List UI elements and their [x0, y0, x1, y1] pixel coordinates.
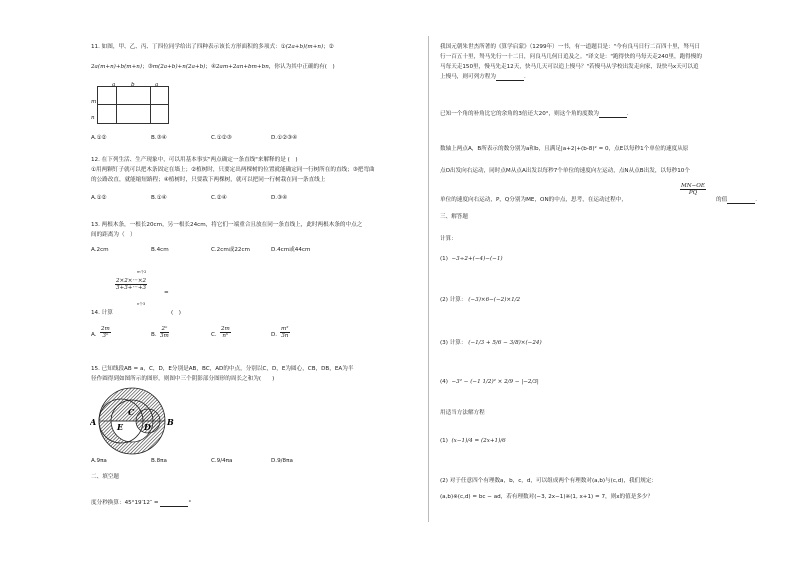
- q17-line3: 马每天走150里，慢马先走12天，快马几天可以追上慢马？"若慢马从学校出发走向家，设快马x天可以追: [440, 64, 699, 70]
- q13-line2: 间的距离为（ ）: [91, 232, 136, 238]
- calc-2-label: (2) 计算：: [440, 297, 467, 303]
- equation-1-expr: (x−1)/4 = (2x+1)/6: [451, 438, 506, 444]
- q11-sep2: ；③: [142, 64, 153, 70]
- q14-numerator: 2×2×···×2: [116, 278, 147, 284]
- q15-line1: 15. 已知线段AB = a，C，D，E分别是AB，BC，AD的中点，分别以C，D，E为圆心，CB，DB，EA为半: [91, 366, 354, 372]
- calc-1-label: (1): [440, 256, 448, 262]
- section-answers: 三、解答题: [440, 214, 468, 220]
- q12-line3: 的公路改直，就能缩短路程；④植树时，只要栽下两棵树，就可以把同一行树栽在同一条直线上: [91, 177, 326, 183]
- q14-label: 14. 计算: [91, 310, 113, 316]
- q14-option-b-letter[interactable]: B.: [151, 332, 157, 338]
- q14-option-b[interactable]: [160, 326, 169, 339]
- q12-line2: ①用两颗钉子就可以把木条固定在墙上；②植树时，只要定出两棵树的位置就能确定同一行树所在的直线；③把弯曲: [91, 167, 375, 173]
- calc-3: [440, 340, 542, 347]
- question-18: [440, 111, 629, 118]
- q16-answer-blank[interactable]: [160, 500, 188, 507]
- q12-line1: 12. 在下列生活、生产现象中，可以用基本事实"两点确定一条直线"来解释的是 ( ): [91, 157, 298, 163]
- q14-option-a-letter[interactable]: A.: [91, 332, 97, 338]
- grid-label-a1: a: [112, 82, 116, 88]
- calc-4-expr: −3² − (−1 1/2)² × 2/9 − |−2/3|: [451, 379, 539, 385]
- q11-tail: ，你认为其中正确的有( ): [268, 64, 335, 70]
- q11-sep1: ；②: [323, 44, 334, 50]
- calc-4: [440, 379, 539, 386]
- q19-tail: 的值: [716, 197, 728, 203]
- label-a: A: [90, 417, 97, 427]
- q14-option-c[interactable]: [220, 326, 231, 339]
- q13-line1: 13. 两根木条，一根长20cm，另一根长24cm，将它们一端重合且放在同一条直线上，此时两根木条的中点之: [91, 222, 363, 228]
- q19-line1: 数轴上两点A，B所表示的数分别为a和b，且满足|a+2|+(b-8)² = 0，点E以每秒1个单位的速度从原: [440, 146, 689, 152]
- q12-option-a[interactable]: A.①②: [91, 195, 107, 201]
- q19-frac-den: PQ: [688, 190, 698, 196]
- q14-option-d-den: 3n: [281, 333, 289, 339]
- label-b: B: [167, 417, 174, 427]
- q19-fraction: [680, 183, 706, 196]
- q14-denominator: 3+3+···+3: [116, 285, 147, 291]
- q17-line2: 行一百五十里，驽马先行一十二日，问良马几何日追及之。"译文是："跑得快的马每天走240里，跑得慢的: [440, 54, 702, 60]
- q12-option-d[interactable]: D.③④: [271, 195, 288, 201]
- calc-2-expr: (−3)×6−(−2)×1/2: [468, 297, 521, 303]
- q19-frac-num: MN−OE: [681, 183, 705, 189]
- q14-bottom-brace: n个3: [137, 302, 146, 306]
- q15-line2: 径作圆得到如图所示的图形，则图中三个阴影部分图形的周长之和为( ): [91, 376, 275, 382]
- q16-tail: °: [188, 500, 192, 506]
- equation-label: 用适当方法解方程: [440, 410, 485, 416]
- q11-option-c[interactable]: C.①②③: [211, 135, 232, 141]
- q17-line4: 上慢马，则可列方程为: [440, 74, 496, 80]
- q13-option-b[interactable]: B.4cm: [151, 247, 169, 253]
- q15-option-c[interactable]: C.9/4πa: [211, 458, 233, 464]
- q16-text: 度分秒换算：45°19′12″ =: [91, 500, 161, 506]
- rectangle-figure: [97, 86, 169, 124]
- q14-fraction: [115, 278, 147, 291]
- grid-label-b: b: [131, 82, 135, 88]
- q11-expr3: m(2a+b)+n(2a+b): [152, 64, 206, 70]
- q14-option-c-den: nʰ: [222, 333, 229, 339]
- calc-4-label: (4): [440, 379, 448, 385]
- equation-1: [440, 438, 506, 445]
- q11-option-b[interactable]: B.③④: [151, 135, 167, 141]
- q17-tail: .: [523, 74, 526, 80]
- q11-expr1: (2a+b)(m+n): [285, 44, 324, 50]
- column-divider: [428, 36, 429, 522]
- q19-line3: 单位的速度向右运动，P，Q分别为ME，ON的中点，思考，在运动过程中，: [440, 197, 627, 203]
- q14-option-d[interactable]: [280, 326, 290, 339]
- grid-label-a2: a: [155, 82, 159, 88]
- grid-label-m: m: [91, 99, 97, 105]
- q19-answer-blank[interactable]: [727, 197, 755, 204]
- calc-3-label: (3) 计算：: [440, 340, 467, 346]
- grid-label-n: n: [91, 115, 95, 121]
- q18-tail: .: [626, 111, 629, 117]
- q14-equals: =: [164, 290, 169, 296]
- q15-option-d[interactable]: D.9/8πa: [271, 458, 293, 464]
- equation-1-label: (1): [440, 438, 448, 444]
- q14-option-b-num: 2ⁿ: [161, 326, 168, 332]
- calc-label: 计算：: [440, 236, 457, 242]
- q12-option-c[interactable]: C.②④: [211, 195, 227, 201]
- q15-option-a[interactable]: A.9πa: [91, 458, 107, 464]
- circles-figure: [90, 385, 186, 457]
- calc-1-expr: −3÷2+(−4)−(−1): [451, 256, 503, 262]
- q14-option-b-den: 3m: [160, 333, 169, 339]
- q12-option-b[interactable]: B.①④: [151, 195, 167, 201]
- section-fill-blank: 二、填空题: [91, 474, 119, 480]
- q14-option-d-letter[interactable]: D.: [271, 332, 278, 338]
- q14-option-a-den: 3ⁿ: [102, 333, 109, 339]
- q11-option-d[interactable]: D.①②③④: [271, 135, 298, 141]
- question-16: [91, 500, 191, 507]
- q11-option-a[interactable]: A.①②: [91, 135, 107, 141]
- q19-end: .: [755, 197, 757, 203]
- q17-answer-blank[interactable]: [496, 74, 524, 81]
- q13-option-a[interactable]: A.2cm: [91, 247, 109, 253]
- q14-top-brace: m个2: [137, 270, 147, 274]
- calc-2: [440, 297, 520, 304]
- q19-line2: 点O出发向右运动，同时点M从点A出发以每秒7个单位的速度向左运动，点N从点B出发，以每秒10个: [440, 168, 690, 174]
- q14-option-c-num: 2m: [221, 326, 230, 332]
- q17-line1: 我国元朝朱世杰所著的《算学启蒙》（1299年）一书，有一道题目是："今有良马日行二百四十里，驽马日: [440, 44, 701, 50]
- q14-option-a-num: 2m: [101, 326, 110, 332]
- q11-expr2: 2a(m+n)+b(m+n): [91, 64, 143, 70]
- equation-2-line2: (a,b)※(c,d) = bc − ad，若有理数对(−3, 2x−1)※(1, x+1) = 7，则x的值是多少？: [440, 494, 654, 500]
- q14-option-d-num: m²: [281, 326, 289, 332]
- q11-text: 11. 如图，甲、乙、丙、丁四位同学给出了四种表示该长方形面积的多项式：①: [91, 44, 286, 50]
- q18-text: 已知一个角的补角比它的余角的3倍还大20°，则这个角的度数为: [440, 111, 599, 117]
- q13-option-d[interactable]: D.4cm或44cm: [271, 247, 311, 253]
- q14-option-a[interactable]: [100, 326, 111, 339]
- label-e: E: [117, 422, 124, 432]
- q13-option-c[interactable]: C.2cm或22cm: [211, 247, 251, 253]
- q18-answer-blank[interactable]: [599, 111, 627, 118]
- label-d: D: [144, 422, 151, 432]
- label-c: C: [128, 407, 135, 417]
- q11-sep3: ；④: [205, 64, 216, 70]
- calc-1: [440, 256, 503, 263]
- q14-paren: ( ): [171, 310, 181, 316]
- calc-3-expr: (−1/3 + 5/6 − 3/8)×(−24): [468, 340, 542, 346]
- q15-option-b[interactable]: B.8πa: [151, 458, 167, 464]
- q14-option-c-letter[interactable]: C.: [211, 332, 217, 338]
- q11-expr4: 2am+2an+bm+bn: [215, 64, 269, 70]
- equation-2-line1: (2) 对于任意四个有理数a，b，c，d，可以组成两个有理数对(a,b)与(c,d)，我们规定：: [440, 478, 658, 484]
